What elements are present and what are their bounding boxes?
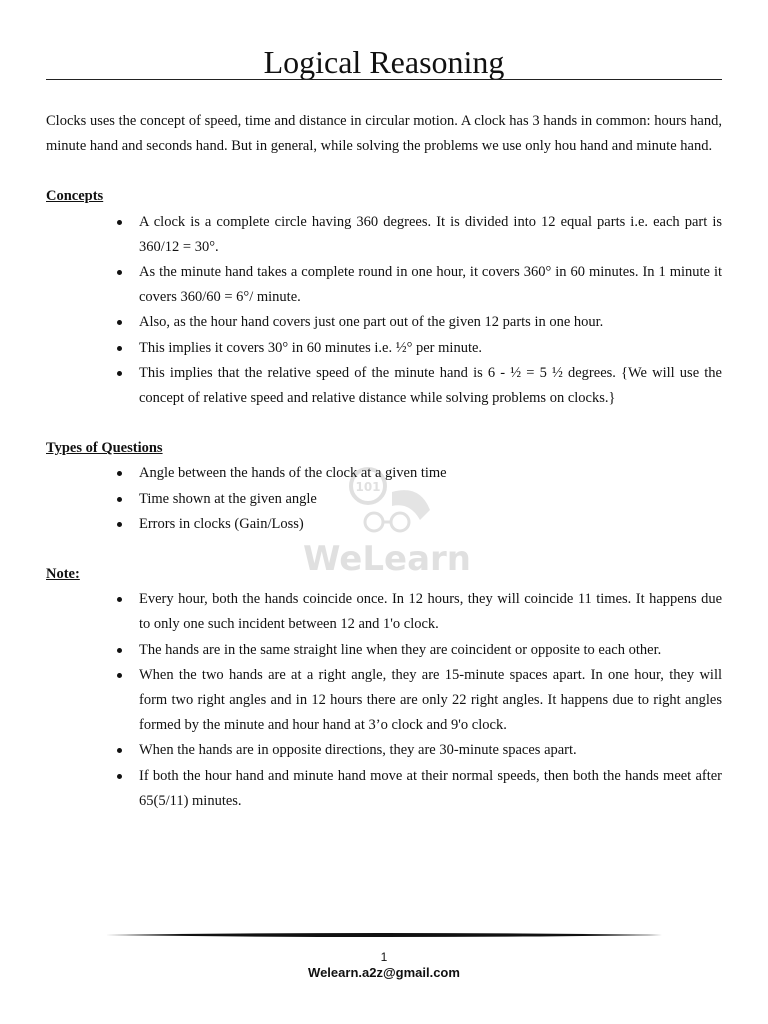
concepts-list — [46, 210, 722, 412]
footer-divider — [106, 930, 662, 940]
list-item: When the two hands are at a right angle, they are 15-minute spaces apart. In one hour, they will form two right angles and in 12 hours there are only 22 right angles. It happens due to right angles formed by the minute and hour hand at 3’o clock and 9'o clock. — [139, 663, 722, 739]
page-title: Logical Reasoning — [263, 44, 505, 80]
list-item: Time shown at the given angle — [139, 487, 722, 512]
types-heading: Types of Questions — [46, 440, 163, 457]
intro-paragraph: Clocks uses the concept of speed, time and distance in circular motion. A clock has 3 hands in common: hours hand, minute hand and seconds hand. But in general, while solving the problems we use only hou hand and minute hand. — [46, 113, 722, 155]
watermark-text: WeLearn — [303, 539, 471, 579]
list-item: Angle between the hands of the clock at a given time — [139, 461, 722, 486]
types-list — [46, 461, 722, 537]
list-item: The hands are in the same straight line when they are coincident or opposite to each other. — [139, 638, 722, 663]
list-item: As the minute hand takes a complete round in one hour, it covers 360° in 60 minutes. In 1 minute it covers 360/60 = 6°/ minute. — [139, 260, 722, 310]
list-item: Also, as the hour hand covers just one part out of the given 12 parts in one hour. — [139, 310, 722, 335]
title-underline — [46, 79, 722, 80]
page-number: 1 — [380, 950, 388, 964]
document-body — [46, 109, 722, 814]
footer-email: Welearn.a2z@gmail.com — [308, 965, 460, 980]
list-item: Errors in clocks (Gain/Loss) — [139, 512, 722, 537]
note-heading: Note: — [46, 566, 80, 583]
list-item: This implies it covers 30° in 60 minutes i.e. ½° per minute. — [139, 336, 722, 361]
list-item: If both the hour hand and minute hand move at their normal speeds, then both the hands meet after 65(5/11) minutes. — [139, 764, 722, 814]
list-item: Every hour, both the hands coincide once. In 12 hours, they will coincide 11 times. It happens due to only one such incident between 12 and 1'o clock. — [139, 587, 722, 637]
list-item: This implies that the relative speed of the minute hand is 6 - ½ = 5 ½ degrees. {We will use the concept of relative speed and relative distance while solving problems on clocks.} — [139, 361, 722, 411]
list-item: A clock is a complete circle having 360 degrees. It is divided into 12 equal parts i.e. each part is 360/12 = 30°. — [139, 210, 722, 260]
note-list — [46, 587, 722, 814]
list-item: When the hands are in opposite directions, they are 30-minute spaces apart. — [139, 738, 722, 763]
concepts-heading: Concepts — [46, 188, 104, 205]
watermark-badge: 101 — [355, 480, 381, 494]
